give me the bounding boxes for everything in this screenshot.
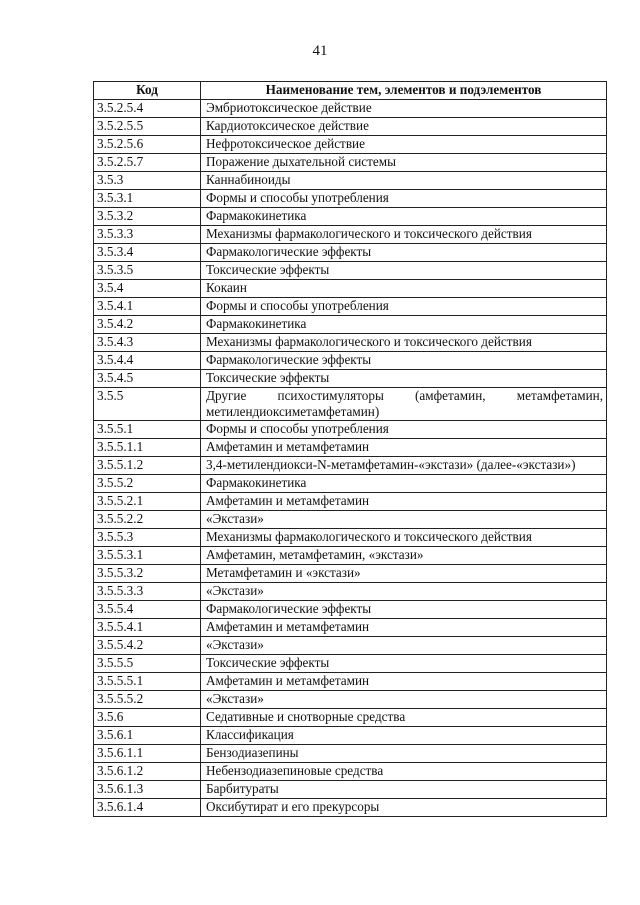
row-name: 3,4-метилендиокси-N-метамфетамин-«экстази» (далее-«экстази»): [201, 457, 607, 475]
row-name: Фармакологические эффекты: [201, 352, 607, 370]
row-code: 3.5.3.5: [94, 262, 201, 280]
row-name: Бензодиазепины: [201, 745, 607, 763]
row-name: Фармакологические эффекты: [201, 601, 607, 619]
row-code: 3.5.5.3.2: [94, 565, 201, 583]
row-code: 3.5.5.5.2: [94, 691, 201, 709]
row-name: Механизмы фармакологического и токсического действия: [201, 529, 607, 547]
row-code: 3.5.2.5.7: [94, 154, 201, 172]
table-row: [94, 118, 607, 136]
table-row: [94, 763, 607, 781]
row-name: Токсические эффекты: [201, 262, 607, 280]
column-header-code: Код: [94, 82, 201, 100]
row-name: Фармакологические эффекты: [201, 244, 607, 262]
table-row: [94, 334, 607, 352]
row-name: Другие психостимуляторы (амфетамин, метамфетамин, метилендиоксиметамфетамин): [201, 388, 607, 421]
topics-table: [93, 81, 607, 817]
table-row: [94, 439, 607, 457]
table-row: [94, 637, 607, 655]
row-name: Метамфетамин и «экстази»: [201, 565, 607, 583]
row-code: 3.5.5.2.1: [94, 493, 201, 511]
row-code: 3.5.6.1.2: [94, 763, 201, 781]
row-name: Амфетамин и метамфетамин: [201, 439, 607, 457]
row-code: 3.5.6.1.1: [94, 745, 201, 763]
table-row: [94, 388, 607, 421]
table-row: [94, 655, 607, 673]
row-code: 3.5.5.3: [94, 529, 201, 547]
row-code: 3.5.4.2: [94, 316, 201, 334]
row-code: 3.5.6.1: [94, 727, 201, 745]
column-header-name: Наименование тем, элементов и подэлементов: [201, 82, 607, 100]
row-code: 3.5.5.1.2: [94, 457, 201, 475]
row-name: «Экстази»: [201, 583, 607, 601]
table-row: [94, 475, 607, 493]
row-code: 3.5.5.4.1: [94, 619, 201, 637]
row-code: 3.5.5.2.2: [94, 511, 201, 529]
table-row: [94, 601, 607, 619]
row-code: 3.5.4.4: [94, 352, 201, 370]
table-row: [94, 673, 607, 691]
row-code: 3.5.5.4.2: [94, 637, 201, 655]
row-code: 3.5.5: [94, 388, 201, 421]
row-code: 3.5.6.1.3: [94, 781, 201, 799]
table-row: [94, 709, 607, 727]
table-row: [94, 421, 607, 439]
table-row: [94, 457, 607, 475]
row-name: «Экстази»: [201, 637, 607, 655]
row-code: 3.5.5.3.3: [94, 583, 201, 601]
table-row: [94, 511, 607, 529]
row-code: 3.5.4.3: [94, 334, 201, 352]
row-code: 3.5.6.1.4: [94, 799, 201, 817]
table-row: [94, 493, 607, 511]
row-name: Фармакокинетика: [201, 475, 607, 493]
row-name: Фармакокинетика: [201, 208, 607, 226]
row-code: 3.5.4: [94, 280, 201, 298]
table-row: [94, 352, 607, 370]
row-name: Нефротоксическое действие: [201, 136, 607, 154]
row-name: Формы и способы употребления: [201, 190, 607, 208]
row-name: Формы и способы употребления: [201, 298, 607, 316]
row-name: Амфетамин и метамфетамин: [201, 673, 607, 691]
row-code: 3.5.4.1: [94, 298, 201, 316]
row-code: 3.5.3.3: [94, 226, 201, 244]
row-name: Амфетамин, метамфетамин, «экстази»: [201, 547, 607, 565]
row-name: Эмбриотоксическое действие: [201, 100, 607, 118]
page-number: 41: [312, 43, 328, 59]
table-row: [94, 172, 607, 190]
table-row: [94, 190, 607, 208]
table-row: [94, 727, 607, 745]
row-code: 3.5.2.5.6: [94, 136, 201, 154]
table-row: [94, 799, 607, 817]
row-code: 3.5.5.3.1: [94, 547, 201, 565]
row-name: Амфетамин и метамфетамин: [201, 493, 607, 511]
table-row: [94, 547, 607, 565]
table-row: [94, 619, 607, 637]
table-row: [94, 781, 607, 799]
row-name: Формы и способы употребления: [201, 421, 607, 439]
row-code: 3.5.5.2: [94, 475, 201, 493]
row-code: 3.5.3.2: [94, 208, 201, 226]
row-code: 3.5.5.5: [94, 655, 201, 673]
table-row: [94, 691, 607, 709]
row-name: Токсические эффекты: [201, 370, 607, 388]
row-name: Амфетамин и метамфетамин: [201, 619, 607, 637]
row-code: 3.5.5.5.1: [94, 673, 201, 691]
row-name: Седативные и снотворные средства: [201, 709, 607, 727]
table-row: [94, 745, 607, 763]
row-code: 3.5.3: [94, 172, 201, 190]
row-code: 3.5.2.5.5: [94, 118, 201, 136]
row-name: Барбитураты: [201, 781, 607, 799]
row-code: 3.5.5.1.1: [94, 439, 201, 457]
table-row: [94, 136, 607, 154]
table-row: [94, 298, 607, 316]
row-name: Механизмы фармакологического и токсического действия: [201, 334, 607, 352]
row-code: 3.5.5.1: [94, 421, 201, 439]
row-name: Классификация: [201, 727, 607, 745]
row-code: 3.5.6: [94, 709, 201, 727]
row-name: «Экстази»: [201, 691, 607, 709]
table-body: [94, 100, 607, 817]
table-row: [94, 370, 607, 388]
table-row: [94, 262, 607, 280]
row-code: 3.5.3.1: [94, 190, 201, 208]
table-row: [94, 244, 607, 262]
row-name: Кардиотоксическое действие: [201, 118, 607, 136]
table-header-row: [94, 82, 607, 100]
table-row: [94, 565, 607, 583]
row-code: 3.5.4.5: [94, 370, 201, 388]
table-row: [94, 208, 607, 226]
row-name: Токсические эффекты: [201, 655, 607, 673]
row-name: Поражение дыхательной системы: [201, 154, 607, 172]
row-code: 3.5.5.4: [94, 601, 201, 619]
row-name: Фармакокинетика: [201, 316, 607, 334]
row-name: Каннабиноиды: [201, 172, 607, 190]
row-code: 3.5.3.4: [94, 244, 201, 262]
row-name: Механизмы фармакологического и токсического действия: [201, 226, 607, 244]
table-row: [94, 529, 607, 547]
table-row: [94, 280, 607, 298]
row-name: «Экстази»: [201, 511, 607, 529]
row-name: Кокаин: [201, 280, 607, 298]
row-code: 3.5.2.5.4: [94, 100, 201, 118]
row-name: Оксибутират и его прекурсоры: [201, 799, 607, 817]
table-row: [94, 100, 607, 118]
table-row: [94, 226, 607, 244]
row-name: Небензодиазепиновые средства: [201, 763, 607, 781]
table-row: [94, 154, 607, 172]
table-row: [94, 583, 607, 601]
table-row: [94, 316, 607, 334]
